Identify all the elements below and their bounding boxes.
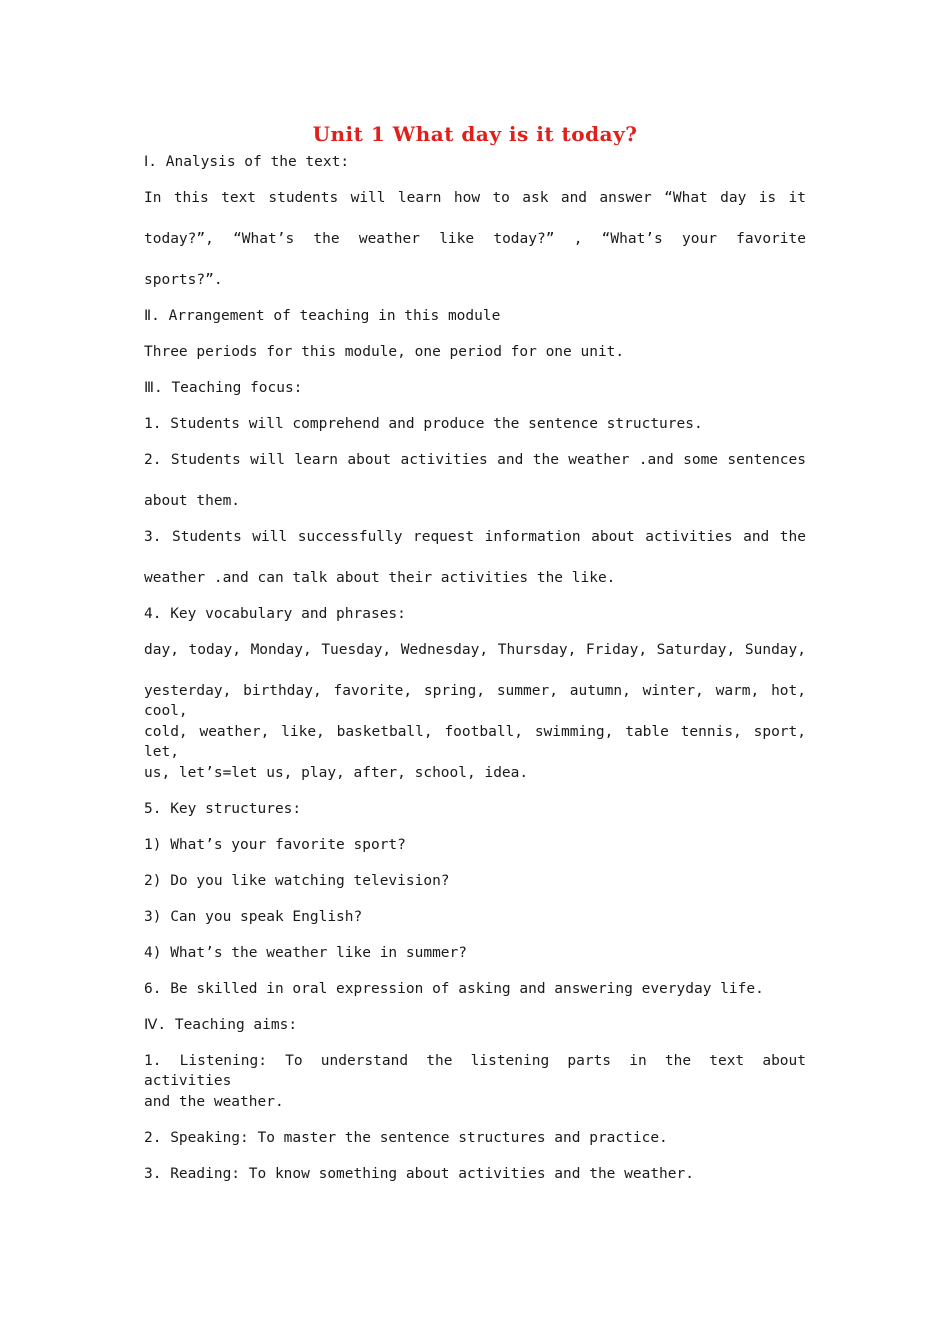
- section-heading-teaching-aims: Ⅳ. Teaching aims:: [144, 1017, 298, 1033]
- page-title: Unit 1 What day is it today?: [312, 122, 638, 146]
- list-item-continuation: and the weather.: [144, 1094, 284, 1110]
- list-item-continuation: about them.: [144, 493, 241, 509]
- list-item: 1. Students will comprehend and produce the sentence structures.: [144, 416, 703, 432]
- paragraph-line: today?”, “What’s the weather like today?” , “What’s your favorite: [144, 231, 806, 247]
- section-heading-teaching-focus: Ⅲ. Teaching focus:: [144, 380, 303, 396]
- paragraph-line: sports?”.: [144, 272, 223, 288]
- vocabulary-line: us, let’s=let us, play, after, school, idea.: [144, 765, 529, 781]
- vocabulary-line: yesterday, birthday, favorite, spring, summer, autumn, winter, warm, hot, cool,: [144, 683, 806, 719]
- list-item: 1. Listening: To understand the listening parts in the text about activities: [144, 1053, 806, 1089]
- vocabulary-line: day, today, Monday, Tuesday, Wednesday, Thursday, Friday, Saturday, Sunday,: [144, 642, 806, 658]
- structure-item: 3) Can you speak English?: [144, 909, 363, 925]
- vocabulary-line: cold, weather, like, basketball, football, swimming, table tennis, sport, let,: [144, 724, 806, 760]
- list-item: 6. Be skilled in oral expression of asking and answering everyday life.: [144, 981, 764, 997]
- list-item: 5. Key structures:: [144, 801, 302, 817]
- list-item: 3. Students will successfully request information about activities and the: [144, 529, 806, 545]
- list-item: 2. Students will learn about activities and the weather .and some sentences: [144, 452, 806, 468]
- list-item: 3. Reading: To know something about activities and the weather.: [144, 1166, 694, 1182]
- list-item-continuation: weather .and can talk about their activities the like.: [144, 570, 616, 586]
- list-item: 4. Key vocabulary and phrases:: [144, 606, 406, 622]
- section-heading-arrangement: Ⅱ. Arrangement of teaching in this module: [144, 308, 501, 324]
- structure-item: 4) What’s the weather like in summer?: [144, 945, 468, 961]
- structure-item: 2) Do you like watching television?: [144, 873, 450, 889]
- paragraph-line: In this text students will learn how to ask and answer “What day is it: [144, 190, 806, 206]
- section-heading-analysis: Ⅰ. Analysis of the text:: [144, 154, 350, 170]
- structure-item: 1) What’s your favorite sport?: [144, 837, 406, 853]
- paragraph-line: Three periods for this module, one period for one unit.: [144, 344, 625, 360]
- list-item: 2. Speaking: To master the sentence structures and practice.: [144, 1130, 668, 1146]
